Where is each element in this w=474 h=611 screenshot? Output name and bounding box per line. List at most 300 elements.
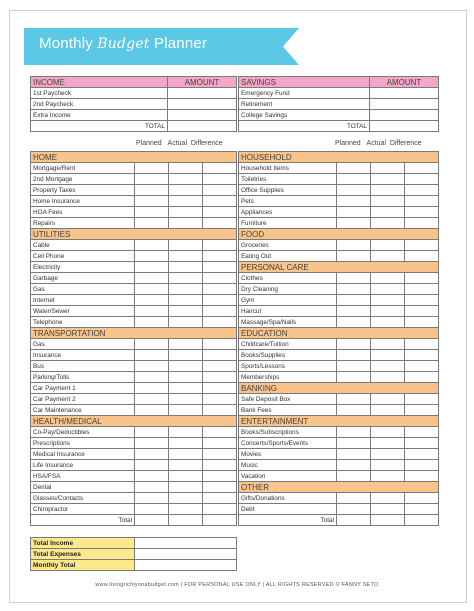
difference-cell[interactable] <box>405 449 439 460</box>
section-header-home <box>31 152 237 163</box>
income-row-label: 2nd Paycheck <box>31 99 168 110</box>
planned-cell[interactable] <box>337 438 371 449</box>
income-row-label: 1st Paycheck <box>31 88 168 99</box>
difference-cell[interactable] <box>203 350 237 361</box>
actual-cell[interactable] <box>169 196 203 207</box>
planned-cell[interactable] <box>135 262 169 273</box>
difference-cell[interactable] <box>203 262 237 273</box>
planned-cell[interactable] <box>135 361 169 372</box>
footer-text: www.livingrichlyonabudget.com | FOR PERSONAL USE ONLY | ALL RIGHTS RESERVED © FANNY SETO <box>95 582 379 588</box>
savings-table <box>238 76 439 132</box>
actual-cell[interactable] <box>169 273 203 284</box>
difference-cell[interactable] <box>405 460 439 471</box>
summary-row <box>31 560 237 571</box>
table-row <box>31 196 237 207</box>
planned-cell[interactable] <box>337 405 371 416</box>
actual-cell[interactable] <box>371 251 405 262</box>
expense-label: Dry Cleaning <box>239 284 337 295</box>
planned-cell[interactable] <box>337 295 371 306</box>
difference-cell[interactable] <box>203 438 237 449</box>
difference-cell[interactable] <box>203 482 237 493</box>
income-amount-cell[interactable] <box>168 88 237 99</box>
table-row <box>239 350 439 361</box>
section-header: BANKING <box>239 383 439 394</box>
section-header: EDUCATION <box>239 328 439 339</box>
difference-cell[interactable] <box>203 405 237 416</box>
table-row <box>31 163 237 174</box>
expense-label: Books/Supplies <box>239 350 337 361</box>
table-row <box>239 438 439 449</box>
expense-label: Water/Sewer <box>31 306 135 317</box>
actual-cell[interactable] <box>169 262 203 273</box>
difference-cell[interactable] <box>405 438 439 449</box>
section-header: ENTERTAINMENT <box>239 416 439 427</box>
summary-value-cell[interactable] <box>135 549 237 560</box>
expense-label: Prescriptions <box>31 438 135 449</box>
planned-cell[interactable] <box>135 295 169 306</box>
difference-cell[interactable] <box>203 284 237 295</box>
table-row <box>239 372 439 383</box>
difference-cell[interactable] <box>405 174 439 185</box>
actual-cell[interactable] <box>169 460 203 471</box>
planned-cell[interactable] <box>337 273 371 284</box>
difference-cell[interactable] <box>203 394 237 405</box>
difference-cell[interactable] <box>405 218 439 229</box>
planned-cell[interactable] <box>135 482 169 493</box>
planned-cell[interactable] <box>337 427 371 438</box>
difference-cell[interactable] <box>405 317 439 328</box>
expense-label: Books/Subscriptions <box>239 427 337 438</box>
difference-cell[interactable] <box>405 394 439 405</box>
table-row <box>239 174 439 185</box>
table-row <box>31 207 237 218</box>
savings-row-label: College Savings <box>239 110 370 121</box>
planned-cell[interactable] <box>135 372 169 383</box>
expense-label: Cable <box>31 240 135 251</box>
table-row <box>239 493 439 504</box>
right-expenses-table <box>238 151 439 526</box>
difference-cell[interactable] <box>405 196 439 207</box>
table-row <box>31 460 237 471</box>
difference-cell[interactable] <box>405 284 439 295</box>
expense-label: Electricity <box>31 262 135 273</box>
planned-cell[interactable] <box>135 460 169 471</box>
actual-cell[interactable] <box>169 163 203 174</box>
difference-cell[interactable] <box>203 339 237 350</box>
expense-total-label: Total <box>239 515 337 526</box>
planned-cell[interactable] <box>135 405 169 416</box>
income-amount-cell[interactable] <box>168 99 237 110</box>
planned-cell[interactable] <box>337 240 371 251</box>
summary-value-cell[interactable] <box>135 560 237 571</box>
savings-amount-cell[interactable] <box>370 110 439 121</box>
expense-label: Bank Fees <box>239 405 337 416</box>
difference-cell[interactable] <box>405 493 439 504</box>
planned-cell[interactable] <box>337 471 371 482</box>
savings-header-row <box>239 77 439 88</box>
table-row <box>239 449 439 460</box>
table-row <box>31 427 237 438</box>
planned-cell[interactable] <box>135 493 169 504</box>
section-header: TRANSPORTATION <box>31 328 237 339</box>
actual-cell[interactable] <box>371 471 405 482</box>
table-row <box>239 427 439 438</box>
planned-cell[interactable] <box>135 207 169 218</box>
difference-cell[interactable] <box>405 504 439 515</box>
table-row <box>31 99 237 110</box>
expense-label: Cell Phone <box>31 251 135 262</box>
table-row <box>239 110 439 121</box>
section-header-personal-care <box>239 262 439 273</box>
section-header: HEALTH/MEDICAL <box>31 416 237 427</box>
planned-cell[interactable] <box>135 240 169 251</box>
actual-cell[interactable] <box>169 317 203 328</box>
actual-cell[interactable] <box>169 482 203 493</box>
actual-cell[interactable] <box>371 207 405 218</box>
difference-cell[interactable] <box>203 449 237 460</box>
actual-cell[interactable] <box>371 163 405 174</box>
actual-cell[interactable] <box>371 218 405 229</box>
table-row <box>31 251 237 262</box>
planned-cell[interactable] <box>135 218 169 229</box>
actual-cell[interactable] <box>169 284 203 295</box>
actual-cell[interactable] <box>371 350 405 361</box>
actual-cell[interactable] <box>169 427 203 438</box>
expense-label: Household Items <box>239 163 337 174</box>
planned-cell[interactable] <box>135 196 169 207</box>
expense-label: Movies <box>239 449 337 460</box>
expense-label: Gifts/Donations <box>239 493 337 504</box>
difference-cell[interactable] <box>405 471 439 482</box>
expense-label: HSA/FSA <box>31 471 135 482</box>
planned-cell[interactable] <box>135 449 169 460</box>
difference-cell[interactable] <box>203 163 237 174</box>
table-row <box>239 88 439 99</box>
expense-label: Insurance <box>31 350 135 361</box>
actual-cell[interactable] <box>169 350 203 361</box>
difference-cell[interactable] <box>405 163 439 174</box>
actual-cell[interactable] <box>371 449 405 460</box>
difference-cell[interactable] <box>405 273 439 284</box>
difference-cell[interactable] <box>405 427 439 438</box>
section-header-other <box>239 482 439 493</box>
difference-cell[interactable] <box>203 383 237 394</box>
income-row-label: Extra Income <box>31 110 168 121</box>
total-actual-cell[interactable] <box>371 515 405 526</box>
actual-cell[interactable] <box>371 196 405 207</box>
right-col-headers: Planned Actual Difference <box>335 140 422 147</box>
expense-label: Life Insurance <box>31 460 135 471</box>
planned-cell[interactable] <box>337 251 371 262</box>
actual-cell[interactable] <box>169 405 203 416</box>
actual-cell[interactable] <box>371 174 405 185</box>
income-header: INCOME <box>31 77 168 88</box>
actual-cell[interactable] <box>169 174 203 185</box>
difference-cell[interactable] <box>405 350 439 361</box>
difference-cell[interactable] <box>203 207 237 218</box>
table-row <box>31 174 237 185</box>
savings-amount-cell[interactable] <box>370 88 439 99</box>
actual-cell[interactable] <box>371 405 405 416</box>
actual-cell[interactable] <box>371 240 405 251</box>
planned-cell[interactable] <box>135 185 169 196</box>
actual-cell[interactable] <box>169 449 203 460</box>
table-row <box>31 88 237 99</box>
planned-cell[interactable] <box>337 207 371 218</box>
planned-cell[interactable] <box>337 493 371 504</box>
table-row <box>31 185 237 196</box>
difference-cell[interactable] <box>203 306 237 317</box>
table-row <box>239 339 439 350</box>
table-row <box>31 273 237 284</box>
expense-label: Mortgage/Rent <box>31 163 135 174</box>
actual-cell[interactable] <box>371 306 405 317</box>
table-row <box>31 350 237 361</box>
difference-cell[interactable] <box>405 306 439 317</box>
expense-label: Office Supplies <box>239 185 337 196</box>
actual-cell[interactable] <box>169 251 203 262</box>
savings-total-cell[interactable] <box>370 121 439 132</box>
section-header-entertainment <box>239 416 439 427</box>
expense-label: Toiletries <box>239 174 337 185</box>
table-row <box>31 394 237 405</box>
difference-cell[interactable] <box>203 295 237 306</box>
planned-cell[interactable] <box>337 174 371 185</box>
planned-cell[interactable] <box>135 504 169 515</box>
actual-cell[interactable] <box>169 218 203 229</box>
planned-cell[interactable] <box>337 163 371 174</box>
planned-cell[interactable] <box>337 372 371 383</box>
table-row <box>239 306 439 317</box>
section-header: HOUSEHOLD <box>239 152 439 163</box>
section-header: HOME <box>31 152 237 163</box>
difference-cell[interactable] <box>405 185 439 196</box>
difference-cell[interactable] <box>203 317 237 328</box>
expense-label: Childcare/Tuition <box>239 339 337 350</box>
expense-label: Gym <box>239 295 337 306</box>
difference-cell[interactable] <box>405 207 439 218</box>
difference-cell[interactable] <box>203 196 237 207</box>
actual-cell[interactable] <box>169 295 203 306</box>
table-row <box>239 99 439 110</box>
actual-cell[interactable] <box>169 185 203 196</box>
difference-cell[interactable] <box>405 339 439 350</box>
actual-cell[interactable] <box>169 394 203 405</box>
total-difference-cell[interactable] <box>405 515 439 526</box>
planned-cell[interactable] <box>135 471 169 482</box>
difference-cell[interactable] <box>203 504 237 515</box>
planned-cell[interactable] <box>337 350 371 361</box>
table-row <box>239 185 439 196</box>
table-row <box>239 240 439 251</box>
table-row <box>239 284 439 295</box>
difference-cell[interactable] <box>203 493 237 504</box>
difference-cell[interactable] <box>203 427 237 438</box>
total-actual-cell[interactable] <box>169 515 203 526</box>
actual-cell[interactable] <box>371 295 405 306</box>
table-row <box>239 460 439 471</box>
expense-label: 2nd Mortgage <box>31 174 135 185</box>
expense-label: Massage/Spa/Nails <box>239 317 337 328</box>
expense-label: Safe Deposit Box <box>239 394 337 405</box>
actual-cell[interactable] <box>371 427 405 438</box>
left-col-headers: Planned Actual Difference <box>136 140 223 147</box>
planned-cell[interactable] <box>337 361 371 372</box>
planned-cell[interactable] <box>337 185 371 196</box>
actual-cell[interactable] <box>371 394 405 405</box>
expense-label: Car Payment 2 <box>31 394 135 405</box>
planned-cell[interactable] <box>337 284 371 295</box>
table-row <box>31 449 237 460</box>
table-row <box>31 218 237 229</box>
summary-table <box>30 537 237 571</box>
planned-cell[interactable] <box>135 394 169 405</box>
difference-cell[interactable] <box>203 174 237 185</box>
summary-value-cell[interactable] <box>135 538 237 549</box>
planned-cell[interactable] <box>337 196 371 207</box>
total-planned-cell[interactable] <box>135 515 169 526</box>
expense-label: Parking/Tolls <box>31 372 135 383</box>
difference-cell[interactable] <box>203 372 237 383</box>
expense-label: Garbage <box>31 273 135 284</box>
actual-cell[interactable] <box>371 460 405 471</box>
table-row <box>239 405 439 416</box>
planned-cell[interactable] <box>135 284 169 295</box>
actual-cell[interactable] <box>371 504 405 515</box>
actual-cell[interactable] <box>371 185 405 196</box>
difference-cell[interactable] <box>405 240 439 251</box>
difference-cell[interactable] <box>405 405 439 416</box>
expense-label: Pets <box>239 196 337 207</box>
expense-label: Music <box>239 460 337 471</box>
actual-cell[interactable] <box>169 493 203 504</box>
actual-cell[interactable] <box>169 471 203 482</box>
planned-cell[interactable] <box>135 273 169 284</box>
actual-cell[interactable] <box>169 306 203 317</box>
actual-cell[interactable] <box>169 438 203 449</box>
table-row <box>31 306 237 317</box>
income-table <box>30 76 237 132</box>
difference-cell[interactable] <box>203 185 237 196</box>
table-row <box>239 317 439 328</box>
difference-cell[interactable] <box>203 460 237 471</box>
actual-cell[interactable] <box>169 383 203 394</box>
planned-cell[interactable] <box>135 163 169 174</box>
actual-cell[interactable] <box>371 284 405 295</box>
planned-cell[interactable] <box>337 449 371 460</box>
difference-cell[interactable] <box>405 251 439 262</box>
actual-cell[interactable] <box>169 504 203 515</box>
income-header-row <box>31 77 237 88</box>
planned-cell[interactable] <box>337 218 371 229</box>
actual-cell[interactable] <box>169 339 203 350</box>
section-header: PERSONAL CARE <box>239 262 439 273</box>
income-total-cell[interactable] <box>168 121 237 132</box>
savings-row-label: Emergency Fund <box>239 88 370 99</box>
planned-cell[interactable] <box>135 383 169 394</box>
table-row <box>31 383 237 394</box>
table-row <box>31 405 237 416</box>
planned-cell[interactable] <box>337 394 371 405</box>
actual-cell[interactable] <box>169 240 203 251</box>
income-amount-cell[interactable] <box>168 110 237 121</box>
savings-amount-header: AMOUNT <box>370 77 439 88</box>
total-difference-cell[interactable] <box>203 515 237 526</box>
planned-cell[interactable] <box>337 306 371 317</box>
difference-cell[interactable] <box>203 251 237 262</box>
difference-cell[interactable] <box>405 361 439 372</box>
actual-cell[interactable] <box>169 207 203 218</box>
section-header: OTHER <box>239 482 439 493</box>
savings-amount-cell[interactable] <box>370 99 439 110</box>
total-planned-cell[interactable] <box>337 515 371 526</box>
planned-cell[interactable] <box>135 251 169 262</box>
planned-cell[interactable] <box>337 317 371 328</box>
expense-label: Chiropractor <box>31 504 135 515</box>
difference-cell[interactable] <box>405 372 439 383</box>
table-row <box>31 110 237 121</box>
expense-label: Gas <box>31 339 135 350</box>
difference-cell[interactable] <box>203 218 237 229</box>
table-row <box>31 262 237 273</box>
actual-cell[interactable] <box>371 361 405 372</box>
savings-header: SAVINGS <box>239 77 370 88</box>
planned-cell[interactable] <box>135 438 169 449</box>
difference-cell[interactable] <box>405 295 439 306</box>
table-row <box>31 482 237 493</box>
planned-cell[interactable] <box>135 339 169 350</box>
expense-label: Property Taxes <box>31 185 135 196</box>
actual-cell[interactable] <box>371 317 405 328</box>
difference-cell[interactable] <box>203 471 237 482</box>
savings-total-label: TOTAL <box>239 121 370 132</box>
actual-cell[interactable] <box>371 372 405 383</box>
expense-label: Car Payment 1 <box>31 383 135 394</box>
summary-label: Total Expenses <box>31 549 135 560</box>
expense-label: Groceries <box>239 240 337 251</box>
actual-cell[interactable] <box>169 372 203 383</box>
planned-cell[interactable] <box>135 350 169 361</box>
expense-total-label: Total <box>31 515 135 526</box>
actual-cell[interactable] <box>169 361 203 372</box>
table-row <box>31 240 237 251</box>
expense-label: Haircut <box>239 306 337 317</box>
planned-cell[interactable] <box>135 174 169 185</box>
table-row <box>31 372 237 383</box>
planned-cell[interactable] <box>135 427 169 438</box>
planned-cell[interactable] <box>135 306 169 317</box>
difference-cell[interactable] <box>203 273 237 284</box>
planned-cell[interactable] <box>135 317 169 328</box>
expense-label: Vacation <box>239 471 337 482</box>
actual-cell[interactable] <box>371 339 405 350</box>
section-header: UTILITIES <box>31 229 237 240</box>
planned-cell[interactable] <box>337 339 371 350</box>
savings-total-row <box>239 121 439 132</box>
planned-cell[interactable] <box>337 460 371 471</box>
expense-label: Internet <box>31 295 135 306</box>
difference-cell[interactable] <box>203 361 237 372</box>
actual-cell[interactable] <box>371 493 405 504</box>
table-row <box>31 493 237 504</box>
table-row <box>239 163 439 174</box>
actual-cell[interactable] <box>371 273 405 284</box>
table-row <box>239 218 439 229</box>
difference-cell[interactable] <box>203 240 237 251</box>
planned-cell[interactable] <box>337 504 371 515</box>
section-header-household <box>239 152 439 163</box>
actual-cell[interactable] <box>371 438 405 449</box>
